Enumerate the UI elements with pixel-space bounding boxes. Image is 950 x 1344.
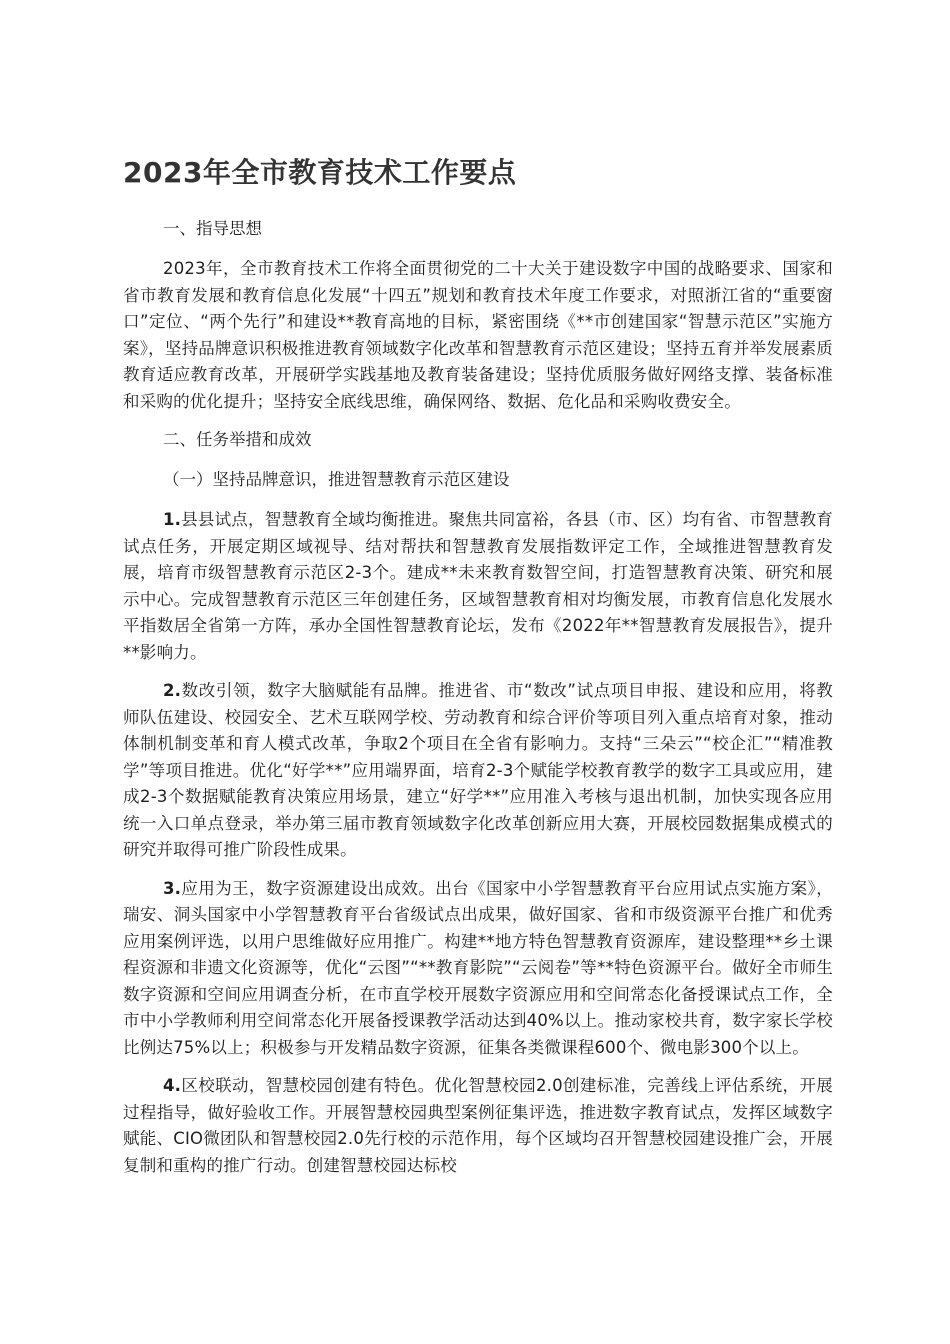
item-number: 2.: [163, 681, 182, 700]
section-heading-guiding-thought: 一、指导思想: [163, 219, 262, 238]
document-title: 2023年全市教育技术工作要点: [123, 156, 517, 189]
subsection-heading-brand: （一）坚持品牌意识，推进智慧教育示范区建设: [163, 470, 510, 489]
item-number: 3.: [163, 878, 182, 898]
list-item: [123, 1073, 833, 1179]
item-text: 区校联动，智慧校园创建有特色。优化智慧校园2.0创建标准，完善线上评估系统，开展过程指导，做好验收工作。开展智慧校园典型案例征集评选，推进数字教育试点，发挥区域数字赋能、CIO微团队和智慧校园2.0先行校的示范作用，每个区域均召开智慧校园建设推广会，开展复制和重构的推广行动。创建智慧校园达标校: [123, 1076, 833, 1175]
list-item: [123, 507, 833, 666]
item-number: 1.: [163, 510, 182, 529]
list-item: [123, 876, 833, 1062]
document-page: [123, 150, 833, 1191]
list-item: [123, 678, 833, 864]
item-number: 4.: [163, 1076, 182, 1095]
item-text: 数改引领，数字大脑赋能有品牌。推进省、市“数改”试点项目申报、建设和应用，将教师队伍建设、校园安全、艺术互联网学校、劳动教育和综合评价等项目列入重点培育对象，推动体制机制变革和育人模式改革，争取2个项目在全省有影响力。支持“三朵云”“校企汇”“精准教学”等项目推进。优化“好学**”应用端界面，培育2-3个赋能学校教育教学的数字工具或应用，建成2-3个数据赋能教育决策应用场景，建立“好学**”应用准入考核与退出机制，加快实现各应用统一入口单点登录，举办第三届市教育领域数字化改革创新应用大赛，开展校园数据集成模式的研究并取得可推广阶段性成果。: [123, 681, 833, 859]
item-text: 县县试点，智慧教育全域均衡推进。聚焦共同富裕，各县（市、区）均有省、市智慧教育试点任务，开展定期区域视导、结对帮扶和智慧教育发展指数评定工作，全域推进智慧教育发展，培育市级智慧教育示范区2-3个。建成**未来教育数智空间，打造智慧教育决策、研究和展示中心。完成智慧教育示范区三年创建任务，区域智慧教育相对均衡发展，市教育信息化发展水平指数居全省第一方阵，承办全国性智慧教育论坛，发布《2022年**智慧教育发展报告》，提升**影响力。: [123, 510, 833, 662]
section-body-guiding-thought: 2023年，全市教育技术工作将全面贯彻党的二十大关于建设数字中国的战略要求、国家和省市教育发展和教育信息化发展“十四五”规划和教育技术年度工作要求，对照浙江省的“重要窗口”定位、“两个先行”和建设**教育高地的目标，紧密围绕《**市创建国家“智慧示范区”实施方案》，坚持品牌意识积极推进教育领域数字化改革和智慧教育示范区建设；坚持五育并举发展素质教育适应教育改革，开展研学实践基地及教育装备建设；坚持优质服务做好网络支撑、装备标准和采购的优化提升；坚持安全底线思维，确保网络、数据、危化品和采购收费安全。: [123, 259, 833, 411]
section-heading-tasks: 二、任务举措和成效: [163, 430, 312, 449]
item-text: 应用为王，数字资源建设出成效。出台《国家中小学智慧教育平台应用试点实施方案》，瑞安、洞头国家中小学智慧教育平台省级试点出成果，做好国家、省和市级资源平台推广和优秀应用案例评选，以用户思维做好应用推广。构建**地方特色智慧教育资源库，建设整理**乡土课程资源和非遗文化资源等，优化“云图”“**教育影院”“云阅卷”等**特色资源平台。做好全市师生数字资源和空间应用调查分析，在市直学校开展数字资源应用和空间常态化备授课试点工作，全市中小学教师利用空间常态化开展备授课教学活动达到40%以上。推动家校共育，数字家长学校比例达75%以上；积极参与开发精品数字资源，征集各类微课程600个、微电影300个以上。: [123, 878, 833, 1057]
